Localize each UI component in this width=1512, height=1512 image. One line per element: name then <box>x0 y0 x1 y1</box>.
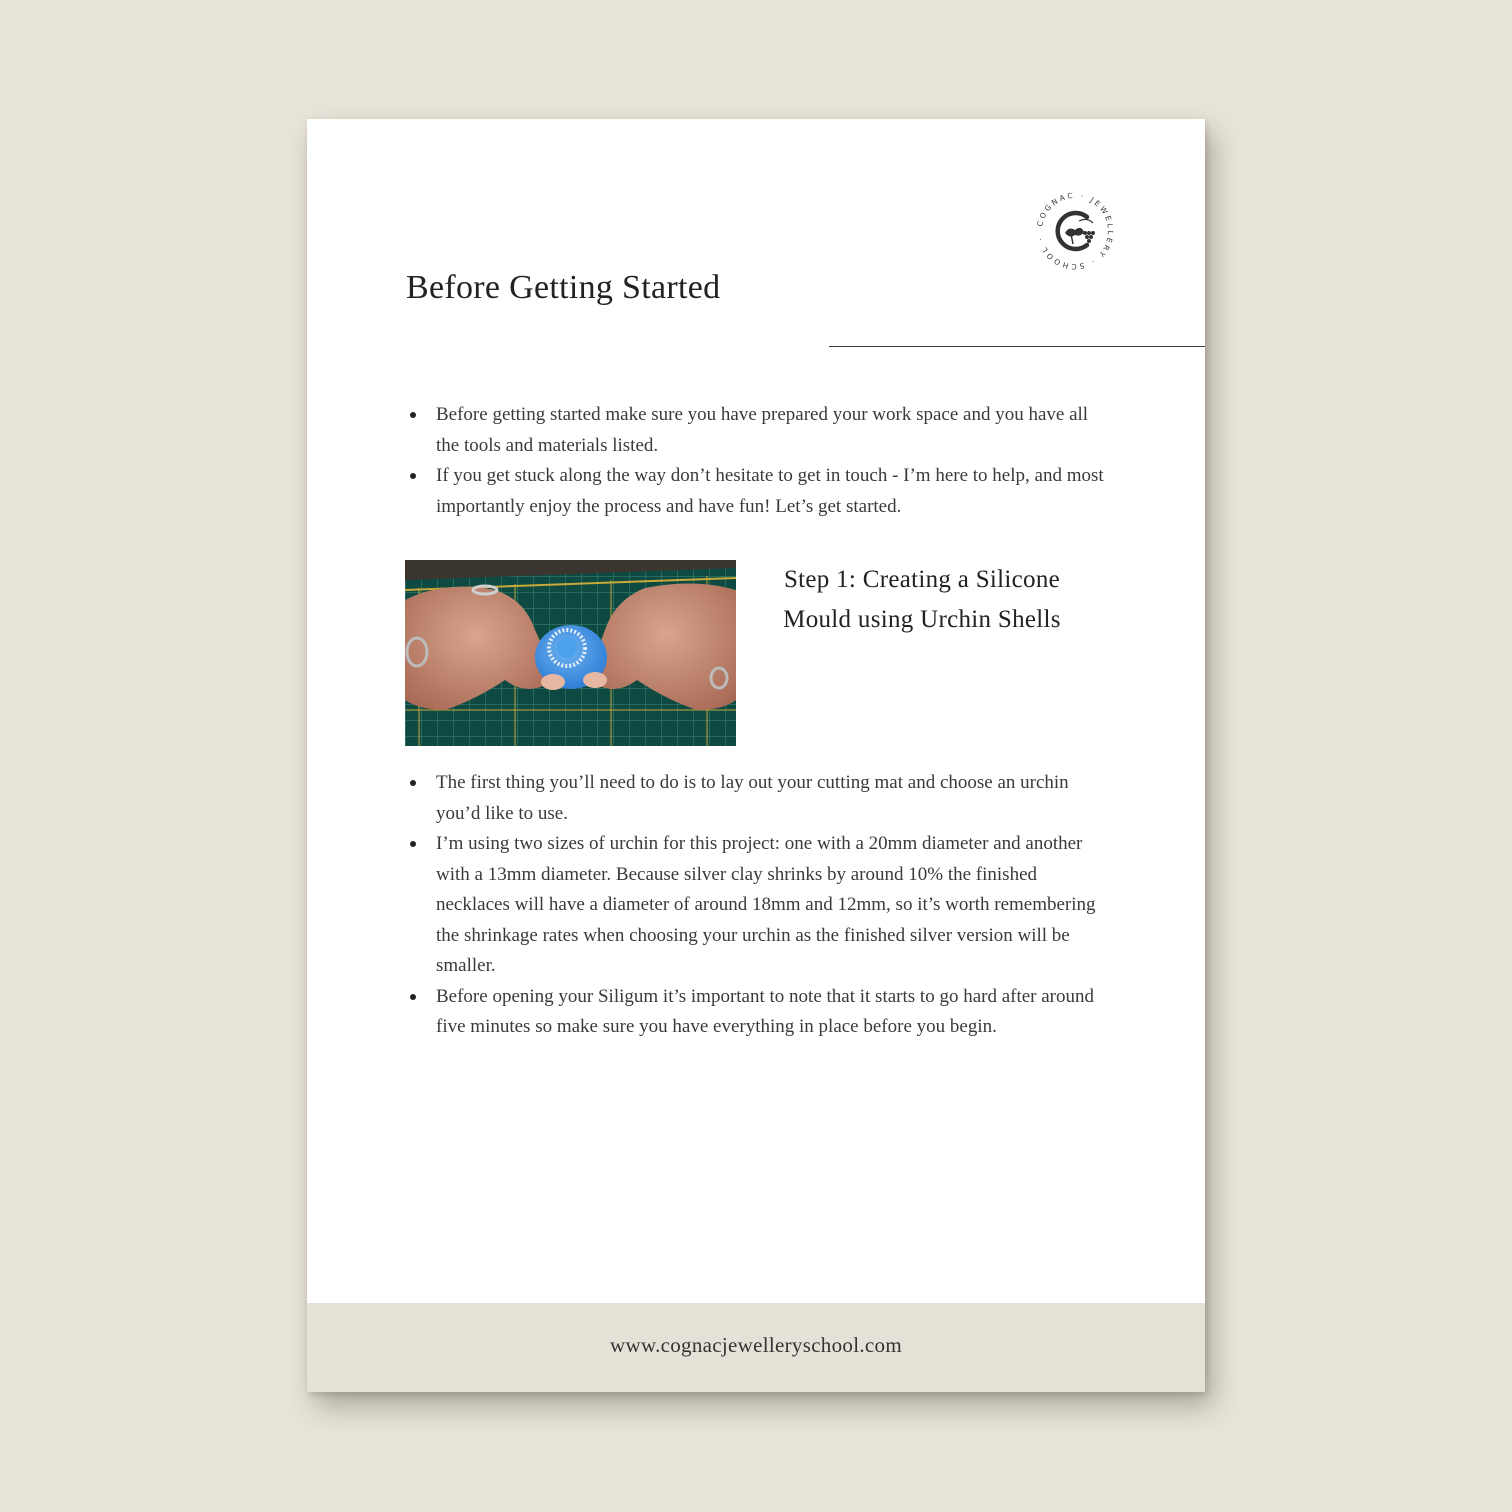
cognac-jewellery-school-seal-icon <box>1035 181 1115 281</box>
website-link[interactable]: www.cognacjewelleryschool.com <box>610 1333 902 1357</box>
page-footer <box>307 1303 1205 1392</box>
intro-list <box>406 400 1106 522</box>
list-item: I’m using two sizes of urchin for this project: one with a 20mm diameter and another with a 13mm diameter. Because silver clay shrinks by around 10% the finished necklaces will have a diameter of around 18mm and 12mm, so it’s worth remembering the shrinkage rates when choosing your urchin as the finished silver version will be smaller. <box>406 829 1106 982</box>
title-divider <box>829 346 1205 347</box>
step-1-heading-line-2: Mould using Urchin Shells <box>783 606 1061 633</box>
step-1-heading-line-1: Step 1: Creating a Silicone <box>783 566 1061 593</box>
page-title: Before Getting Started <box>406 269 721 306</box>
step-1-heading <box>747 560 1097 640</box>
cognac-jewellery-school-logo <box>1035 181 1115 281</box>
list-item: Before getting started make sure you have prepared your work space and you have all the tools and materials listed. <box>406 400 1106 461</box>
list-item: If you get stuck along the way don’t hesitate to get in touch - I’m here to help, and most importantly enjoy the process and have fun! Let’s get started. <box>406 461 1106 522</box>
worksheet-page <box>307 119 1205 1392</box>
step-1-photo <box>405 560 736 746</box>
list-item: Before opening your Siligum it’s important to note that it starts to go hard after around five minutes so make sure you have everything in place before you begin. <box>406 982 1106 1043</box>
logo-ring-text: COGNAC · JEWELLERY · SCHOOL · <box>1035 190 1115 272</box>
list-item: The first thing you’ll need to do is to lay out your cutting mat and choose an urchin you’d like to use. <box>406 768 1106 829</box>
step-1-list <box>406 768 1106 1043</box>
